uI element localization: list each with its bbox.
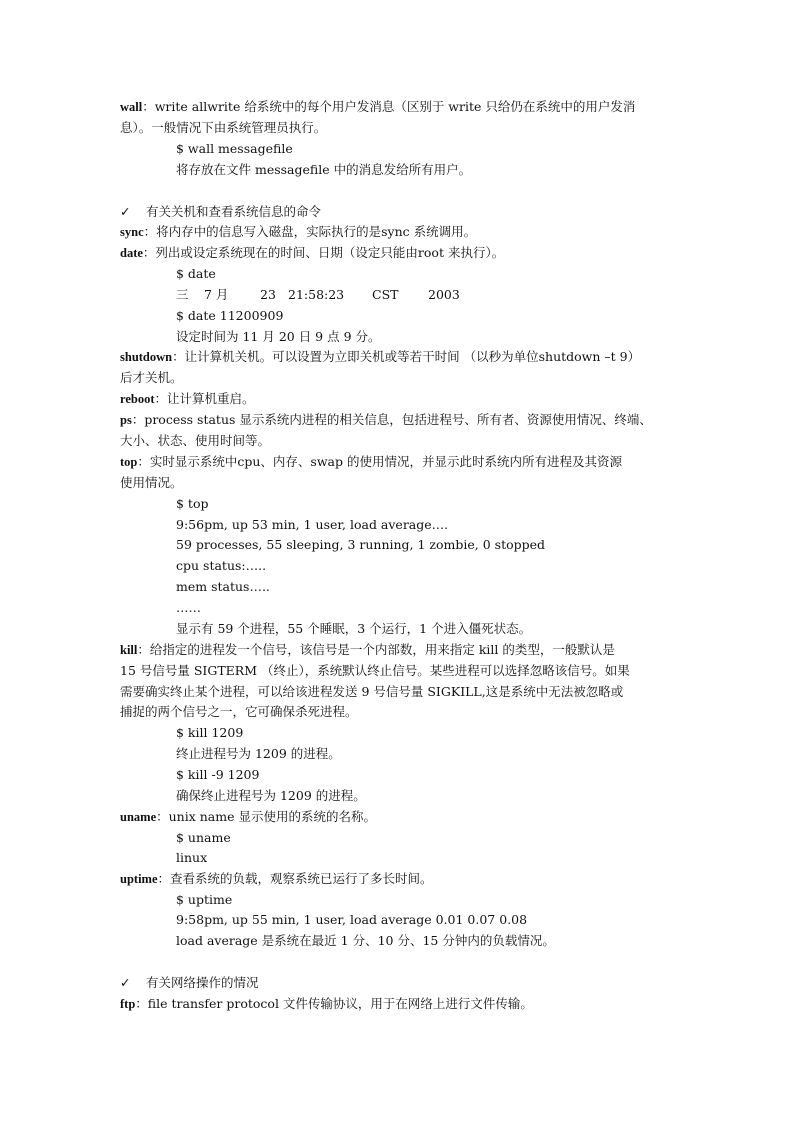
shutdown-line-1 (120, 347, 684, 367)
uname-desc: ：unix name 显示使用的系统的名称。 (156, 809, 376, 824)
date-out-tz: CST (372, 287, 399, 302)
kill-line-2: 15 号信号量 SIGTERM （终止），系统默认终止信号。某些进程可以选择忽略该信号。如果 (120, 663, 630, 678)
cmd-sync: sync (120, 225, 144, 239)
cmd-ps: ps (120, 413, 132, 427)
top-example-5: …… (176, 600, 201, 615)
section-heading-network (120, 973, 684, 993)
wall-desc-1: ：write allwrite 给系统中的每个用户发消息（区别于 write 只给仍在系统中的用户发消 (142, 99, 636, 114)
cmd-shutdown: shutdown (120, 350, 173, 364)
kill-example-1: 终止进程号为 1209 的进程。 (176, 746, 341, 761)
uptime-line (120, 869, 684, 889)
cmd-top: top (120, 455, 138, 469)
top-example-4: mem status….. (176, 579, 270, 594)
sync-desc: ：将内存中的信息写入磁盘，实际执行的是sync 系统调用。 (143, 224, 477, 239)
kill-line-1 (120, 640, 684, 660)
top-example-0: $ top (176, 496, 209, 511)
uname-example-1: linux (176, 850, 208, 865)
cmd-kill: kill (120, 643, 138, 657)
uptime-example-1: 9:58pm, up 55 min, 1 user, load average 0.01 0.07 0.08 (176, 912, 528, 927)
cmd-reboot: reboot (120, 392, 155, 406)
sync-line (120, 222, 684, 242)
section-heading-shutdown-info (120, 202, 684, 222)
kill-example-0: $ kill 1209 (176, 725, 244, 740)
date-out-weekday: 三 (176, 287, 189, 302)
date-set-example: $ date 11200909 (176, 308, 284, 323)
ps-desc-1: ：process status 显示系统内进程的相关信息，包括进程号、所有者、资源使用情况、终端、 (131, 412, 652, 427)
ps-line-2: 大小、状态、使用时间等。 (120, 433, 271, 448)
reboot-desc: ：让计算机重启。 (154, 391, 255, 406)
ftp-desc: ：file transfer protocol 文件传输协议，用于在网络上进行文件传输。 (135, 996, 533, 1011)
kill-example-3: 确保终止进程号为 1209 的进程。 (176, 788, 366, 803)
top-line-2: 使用情况。 (120, 475, 183, 490)
kill-line-3: 需要确实终止某个进程，可以给该进程发送 9 号信号量 SIGKILL,这是系统中无法被忽略或 (120, 684, 624, 699)
cmd-wall: wall (120, 100, 143, 114)
uname-line (120, 807, 684, 827)
checkmark-icon: ✓ (120, 975, 131, 990)
section-title: 有关关机和查看系统信息的命令 (146, 204, 322, 219)
date-out-year: 2003 (428, 287, 460, 302)
date-out-day: 23 (260, 287, 276, 302)
cmd-uptime: uptime (120, 872, 158, 886)
reboot-line (120, 389, 684, 409)
top-line-1 (120, 452, 684, 472)
section-title: 有关网络操作的情况 (146, 975, 259, 990)
date-line (120, 243, 684, 263)
top-example-3: cpu status:….. (176, 558, 267, 573)
top-desc-1: ：实时显示系统中cpu、内存、swap 的使用情况，并显示此时系统内所有进程及其资源 (137, 454, 622, 469)
ftp-line (120, 994, 684, 1014)
date-out-time: 21:58:23 (288, 287, 345, 302)
uptime-example-0: $ uptime (176, 892, 233, 907)
date-out-month: 7 月 (204, 287, 229, 302)
kill-desc-1: ：给指定的进程发一个信号，该信号是一个内部数，用来指定 kill 的类型，一般默认是 (137, 642, 615, 657)
cmd-date: date (120, 246, 143, 260)
uptime-example-2: load average 是系统在最近 1 分、10 分、15 分钟内的负载情况。 (176, 933, 555, 948)
wall-example: $ wall messagefile (176, 141, 293, 156)
wall-line-2: 息）。一般情况下由系统管理员执行。 (120, 120, 327, 135)
date-output (176, 285, 684, 305)
top-example-2: 59 processes, 55 sleeping, 3 running, 1 zombie, 0 stopped (176, 537, 546, 552)
date-desc: ：列出或设定系统现在的时间、日期（设定只能由root 来执行）。 (142, 245, 505, 260)
top-example-6: 显示有 59 个进程，55 个睡眠，3 个运行，1 个进入僵死状态。 (176, 621, 532, 636)
shutdown-desc-1: ：让计算机关机。可以设置为立即关机或等若干时间 （以秒为单位shutdown –t 9） (172, 349, 641, 364)
uname-example-0: $ uname (176, 830, 231, 845)
ps-line-1 (120, 410, 684, 430)
wall-example-desc: 将存放在文件 messagefile 中的消息发给所有用户。 (176, 162, 472, 177)
date-example: $ date (176, 266, 216, 281)
wall-line-1 (120, 97, 684, 117)
cmd-uname: uname (120, 810, 157, 824)
kill-line-4: 捕捉的两个信号之一，它可确保杀死进程。 (120, 704, 358, 719)
checkmark-icon: ✓ (120, 204, 131, 219)
top-example-1: 9:56pm, up 53 min, 1 user, load average…. (176, 517, 449, 532)
uptime-desc: ：查看系统的负载，观察系统已运行了多长时间。 (157, 871, 433, 886)
kill-example-2: $ kill -9 1209 (176, 767, 260, 782)
shutdown-line-2: 后才关机。 (120, 370, 183, 385)
cmd-ftp: ftp (120, 997, 136, 1011)
date-set-desc: 设定时间为 11 月 20 日 9 点 9 分。 (176, 329, 381, 344)
